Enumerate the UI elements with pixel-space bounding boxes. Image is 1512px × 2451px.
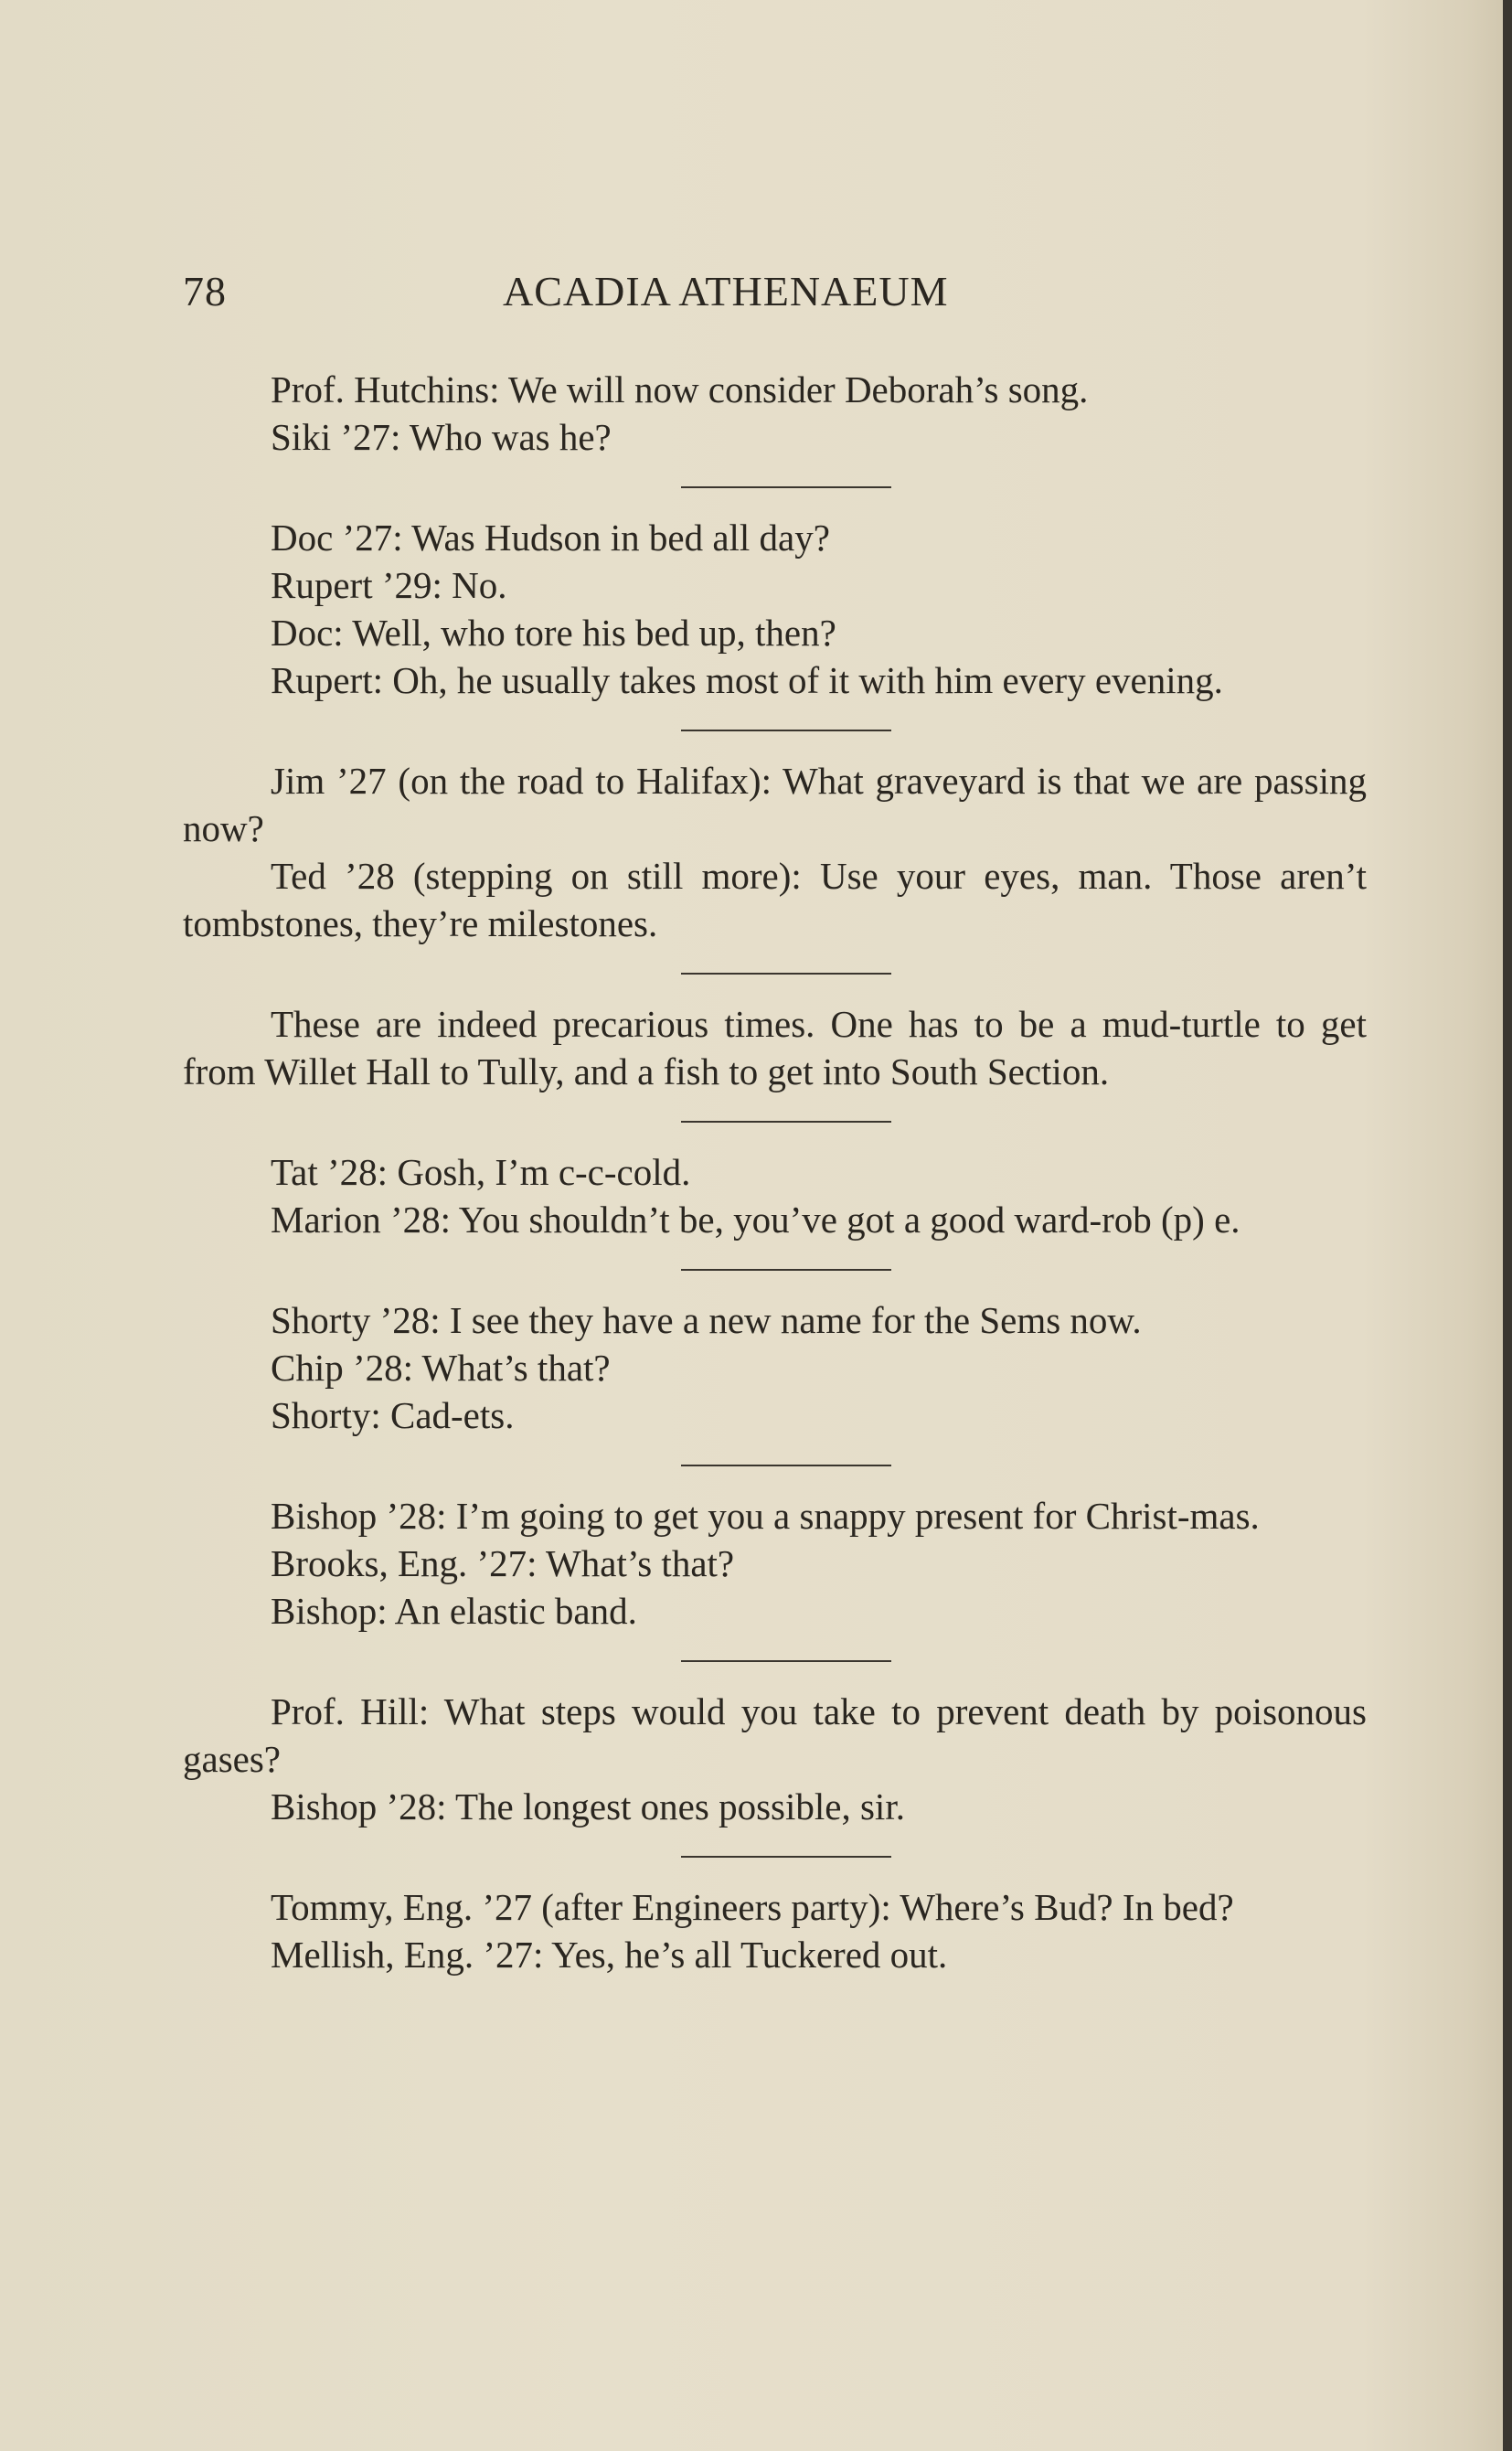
joke-entry: [183, 1883, 1367, 1978]
text-line: Marion ’28: You shouldn’t be, you’ve got a good ward-rob (p) e.: [271, 1199, 1240, 1241]
text-line: Jim ’27 (on the road to Halifax): What graveyard is that we are passing now?: [183, 760, 1367, 849]
text-line: Siki ’27: Who was he?: [271, 416, 612, 458]
text-line: These are indeed precarious times. One has to be a mud-turtle to get from Willet Hall to Tully, and a fish to get into South Section.: [183, 1003, 1367, 1092]
running-header: [183, 267, 1371, 322]
joke-entry: [183, 514, 1367, 704]
text-line: Ted ’28 (stepping on still more): Use your eyes, man. Those aren’t tombstones, they’re milestones.: [183, 855, 1367, 944]
text-line: Prof. Hutchins: We will now consider Deborah’s song.: [271, 368, 1089, 410]
separator-rule: [681, 973, 891, 975]
separator-rule: [681, 1856, 891, 1858]
text-line: Doc ’27: Was Hudson in bed all day?: [271, 517, 830, 559]
joke-entry: [183, 1000, 1367, 1095]
joke-entry: [183, 366, 1367, 461]
text-line: Shorty: Cad-ets.: [271, 1394, 515, 1436]
separator-rule: [681, 730, 891, 731]
joke-entry: [183, 757, 1367, 947]
text-line: Brooks, Eng. ’27: What’s that?: [271, 1542, 735, 1584]
separator-rule: [681, 486, 891, 488]
separator-rule: [681, 1465, 891, 1466]
separator-rule: [681, 1269, 891, 1271]
jokes-column: [183, 366, 1367, 1978]
joke-entry: [183, 1688, 1367, 1830]
text-line: Bishop ’28: I’m going to get you a snappy present for Christ-mas.: [271, 1495, 1260, 1537]
joke-entry: [183, 1296, 1367, 1439]
separator-rule: [681, 1660, 891, 1662]
text-line: Tat ’28: Gosh, I’m c-c-cold.: [271, 1151, 691, 1193]
text-line: Rupert: Oh, he usually takes most of it with him every evening.: [271, 659, 1223, 701]
text-line: Prof. Hill: What steps would you take to prevent death by poisonous gases?: [183, 1690, 1367, 1780]
text-line: Chip ’28: What’s that?: [271, 1347, 611, 1389]
text-line: Rupert ’29: No.: [271, 564, 507, 606]
page-number: 78: [183, 268, 227, 314]
separator-rule: [681, 1121, 891, 1123]
text-line: Tommy, Eng. ’27 (after Engineers party): Where’s Bud? In bed?: [271, 1886, 1234, 1928]
joke-entry: [183, 1492, 1367, 1635]
text-line: Bishop: An elastic band.: [271, 1590, 637, 1632]
running-title: ACADIA ATHENAEUM: [503, 268, 949, 314]
text-line: Shorty ’28: I see they have a new name for the Sems now.: [271, 1299, 1142, 1341]
text-line: Mellish, Eng. ’27: Yes, he’s all Tuckered out.: [271, 1934, 948, 1976]
text-line: Bishop ’28: The longest ones possible, sir.: [271, 1785, 905, 1828]
text-line: Doc: Well, who tore his bed up, then?: [271, 612, 836, 654]
joke-entry: [183, 1148, 1367, 1243]
page-edge-shadow: [1503, 0, 1512, 2451]
